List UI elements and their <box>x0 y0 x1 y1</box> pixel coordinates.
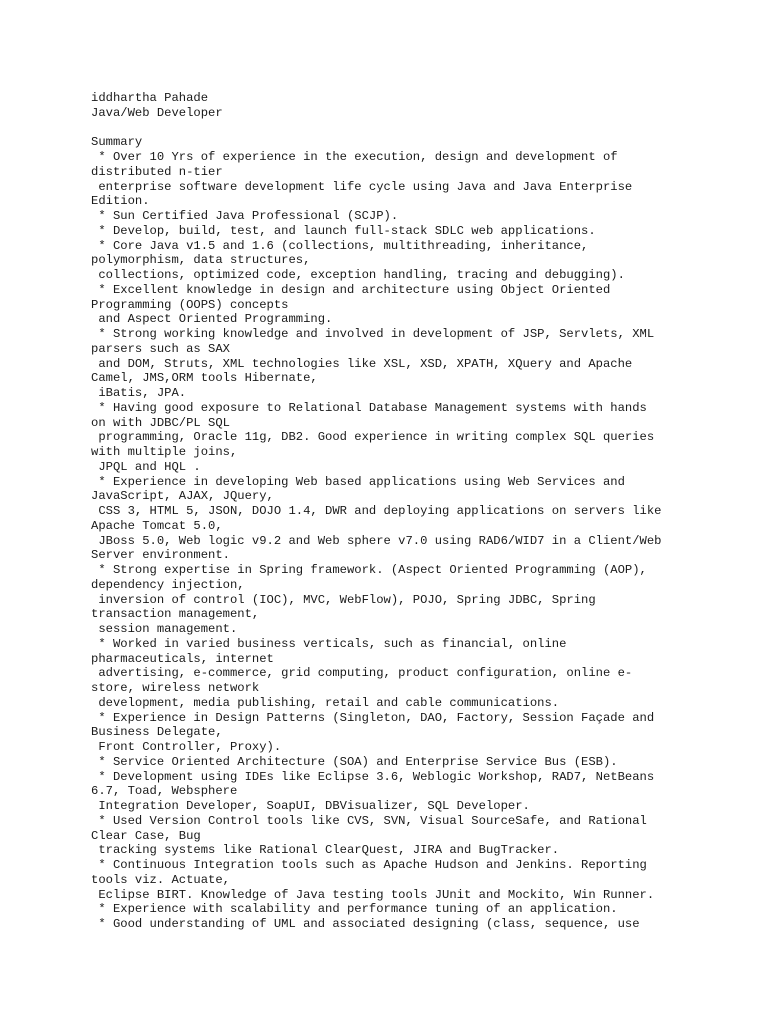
document-line: tools viz. Actuate, <box>91 872 230 887</box>
document-line: JBoss 5.0, Web logic v9.2 and Web sphere v7.0 using RAD6/WID7 in a Client/Web <box>91 533 662 548</box>
document-line: JPQL and HQL . <box>91 459 201 474</box>
document-line: Programming (OOPS) concepts <box>91 297 289 312</box>
document-line: collections, optimized code, exception handling, tracing and debugging). <box>91 268 625 282</box>
document-line: * Experience with scalability and performance tuning of an application. <box>91 902 618 917</box>
document-line: with multiple joins, <box>91 445 238 459</box>
document-line: * Used Version Control tools like CVS, SVN, Visual SourceSafe, and Rational <box>91 813 647 828</box>
document-line: CSS 3, HTML 5, JSON, DOJO 1.4, DWR and deploying applications on servers like <box>91 504 662 518</box>
document-line: Integration Developer, SoapUI, DBVisualizer, SQL Developer. <box>91 799 530 813</box>
document-line: polymorphism, data structures, <box>91 253 311 268</box>
document-line: Edition. <box>91 194 150 209</box>
document-line: JavaScript, AJAX, JQuery, <box>91 489 274 504</box>
document-line: store, wireless network <box>91 681 260 695</box>
document-line: enterprise software development life cycle using Java and Java Enterprise <box>91 179 633 194</box>
document-line: and Aspect Oriented Programming. <box>91 312 333 327</box>
document-line: * Core Java v1.5 and 1.6 (collections, multithreading, inheritance, <box>91 238 589 253</box>
document-line: Apache Tomcat 5.0, <box>91 518 223 533</box>
document-line: * Worked in varied business verticals, such as financial, online <box>91 636 567 651</box>
document-line: dependency injection, <box>91 577 245 592</box>
document-line: * Continuous Integration tools such as Apache Hudson and Jenkins. Reporting <box>91 858 647 872</box>
document-line: * Over 10 Yrs of experience in the execution, design and development of <box>91 150 618 164</box>
document-line: Server environment. <box>91 548 230 563</box>
document-line <box>91 121 691 136</box>
document-line: * Experience in Design Patterns (Singleton, DAO, Factory, Session Façade and <box>91 710 655 725</box>
document-line: programming, Oracle 11g, DB2. Good experience in writing complex SQL queries <box>91 430 655 445</box>
document-line: pharmaceuticals, internet <box>91 651 274 666</box>
document-line: * Development using IDEs like Eclipse 3.6, Weblogic Workshop, RAD7, NetBeans <box>91 769 655 784</box>
document-line: * Strong working knowledge and involved in development of JSP, Servlets, XML <box>91 327 655 341</box>
job-title: Java/Web Developer <box>91 105 223 120</box>
document-line: transaction management, <box>91 607 260 622</box>
document-line: * Good understanding of UML and associated designing (class, sequence, use <box>91 917 640 931</box>
document-line: Clear Case, Bug <box>91 828 201 843</box>
document-line: Business Delegate, <box>91 725 223 740</box>
document-line: parsers such as SAX <box>91 341 230 356</box>
document-line: tracking systems like Rational ClearQuest, JIRA and BugTracker. <box>91 843 560 858</box>
candidate-name: iddhartha Pahade <box>91 91 209 105</box>
document-line: iBatis, JPA. <box>91 386 187 400</box>
document-line: Front Controller, Proxy). <box>91 740 282 754</box>
document-line: distributed n-tier <box>91 164 223 179</box>
document-line: inversion of control (IOC), MVC, WebFlow), POJO, Spring JDBC, Spring <box>91 592 596 607</box>
document-line: Camel, JMS,ORM tools Hibernate, <box>91 371 318 386</box>
document-line: * Strong expertise in Spring framework. (Aspect Oriented Programming (AOP), <box>91 563 647 577</box>
section-heading-summary: Summary <box>91 135 143 150</box>
document-line: * Having good exposure to Relational Database Management systems with hands <box>91 400 647 415</box>
resume-text <box>91 91 691 932</box>
document-line: session management. <box>91 622 238 636</box>
document-line: and DOM, Struts, XML technologies like XSL, XSD, XPATH, XQuery and Apache <box>91 356 633 371</box>
document-line: 6.7, Toad, Websphere <box>91 784 238 799</box>
document-line: Eclipse BIRT. Knowledge of Java testing tools JUnit and Mockito, Win Runner. <box>91 887 655 902</box>
document-line: on with JDBC/PL SQL <box>91 415 230 430</box>
document-line: advertising, e-commerce, grid computing, product configuration, online e- <box>91 666 633 681</box>
document-line: * Experience in developing Web based applications using Web Services and <box>91 474 625 489</box>
document-line: * Service Oriented Architecture (SOA) and Enterprise Service Bus (ESB). <box>91 754 618 769</box>
document-line: development, media publishing, retail and cable communications. <box>91 695 560 710</box>
document-line: * Excellent knowledge in design and architecture using Object Oriented <box>91 282 611 297</box>
document-line: * Develop, build, test, and launch full-stack SDLC web applications. <box>91 223 596 238</box>
document-line: * Sun Certified Java Professional (SCJP). <box>91 209 399 223</box>
